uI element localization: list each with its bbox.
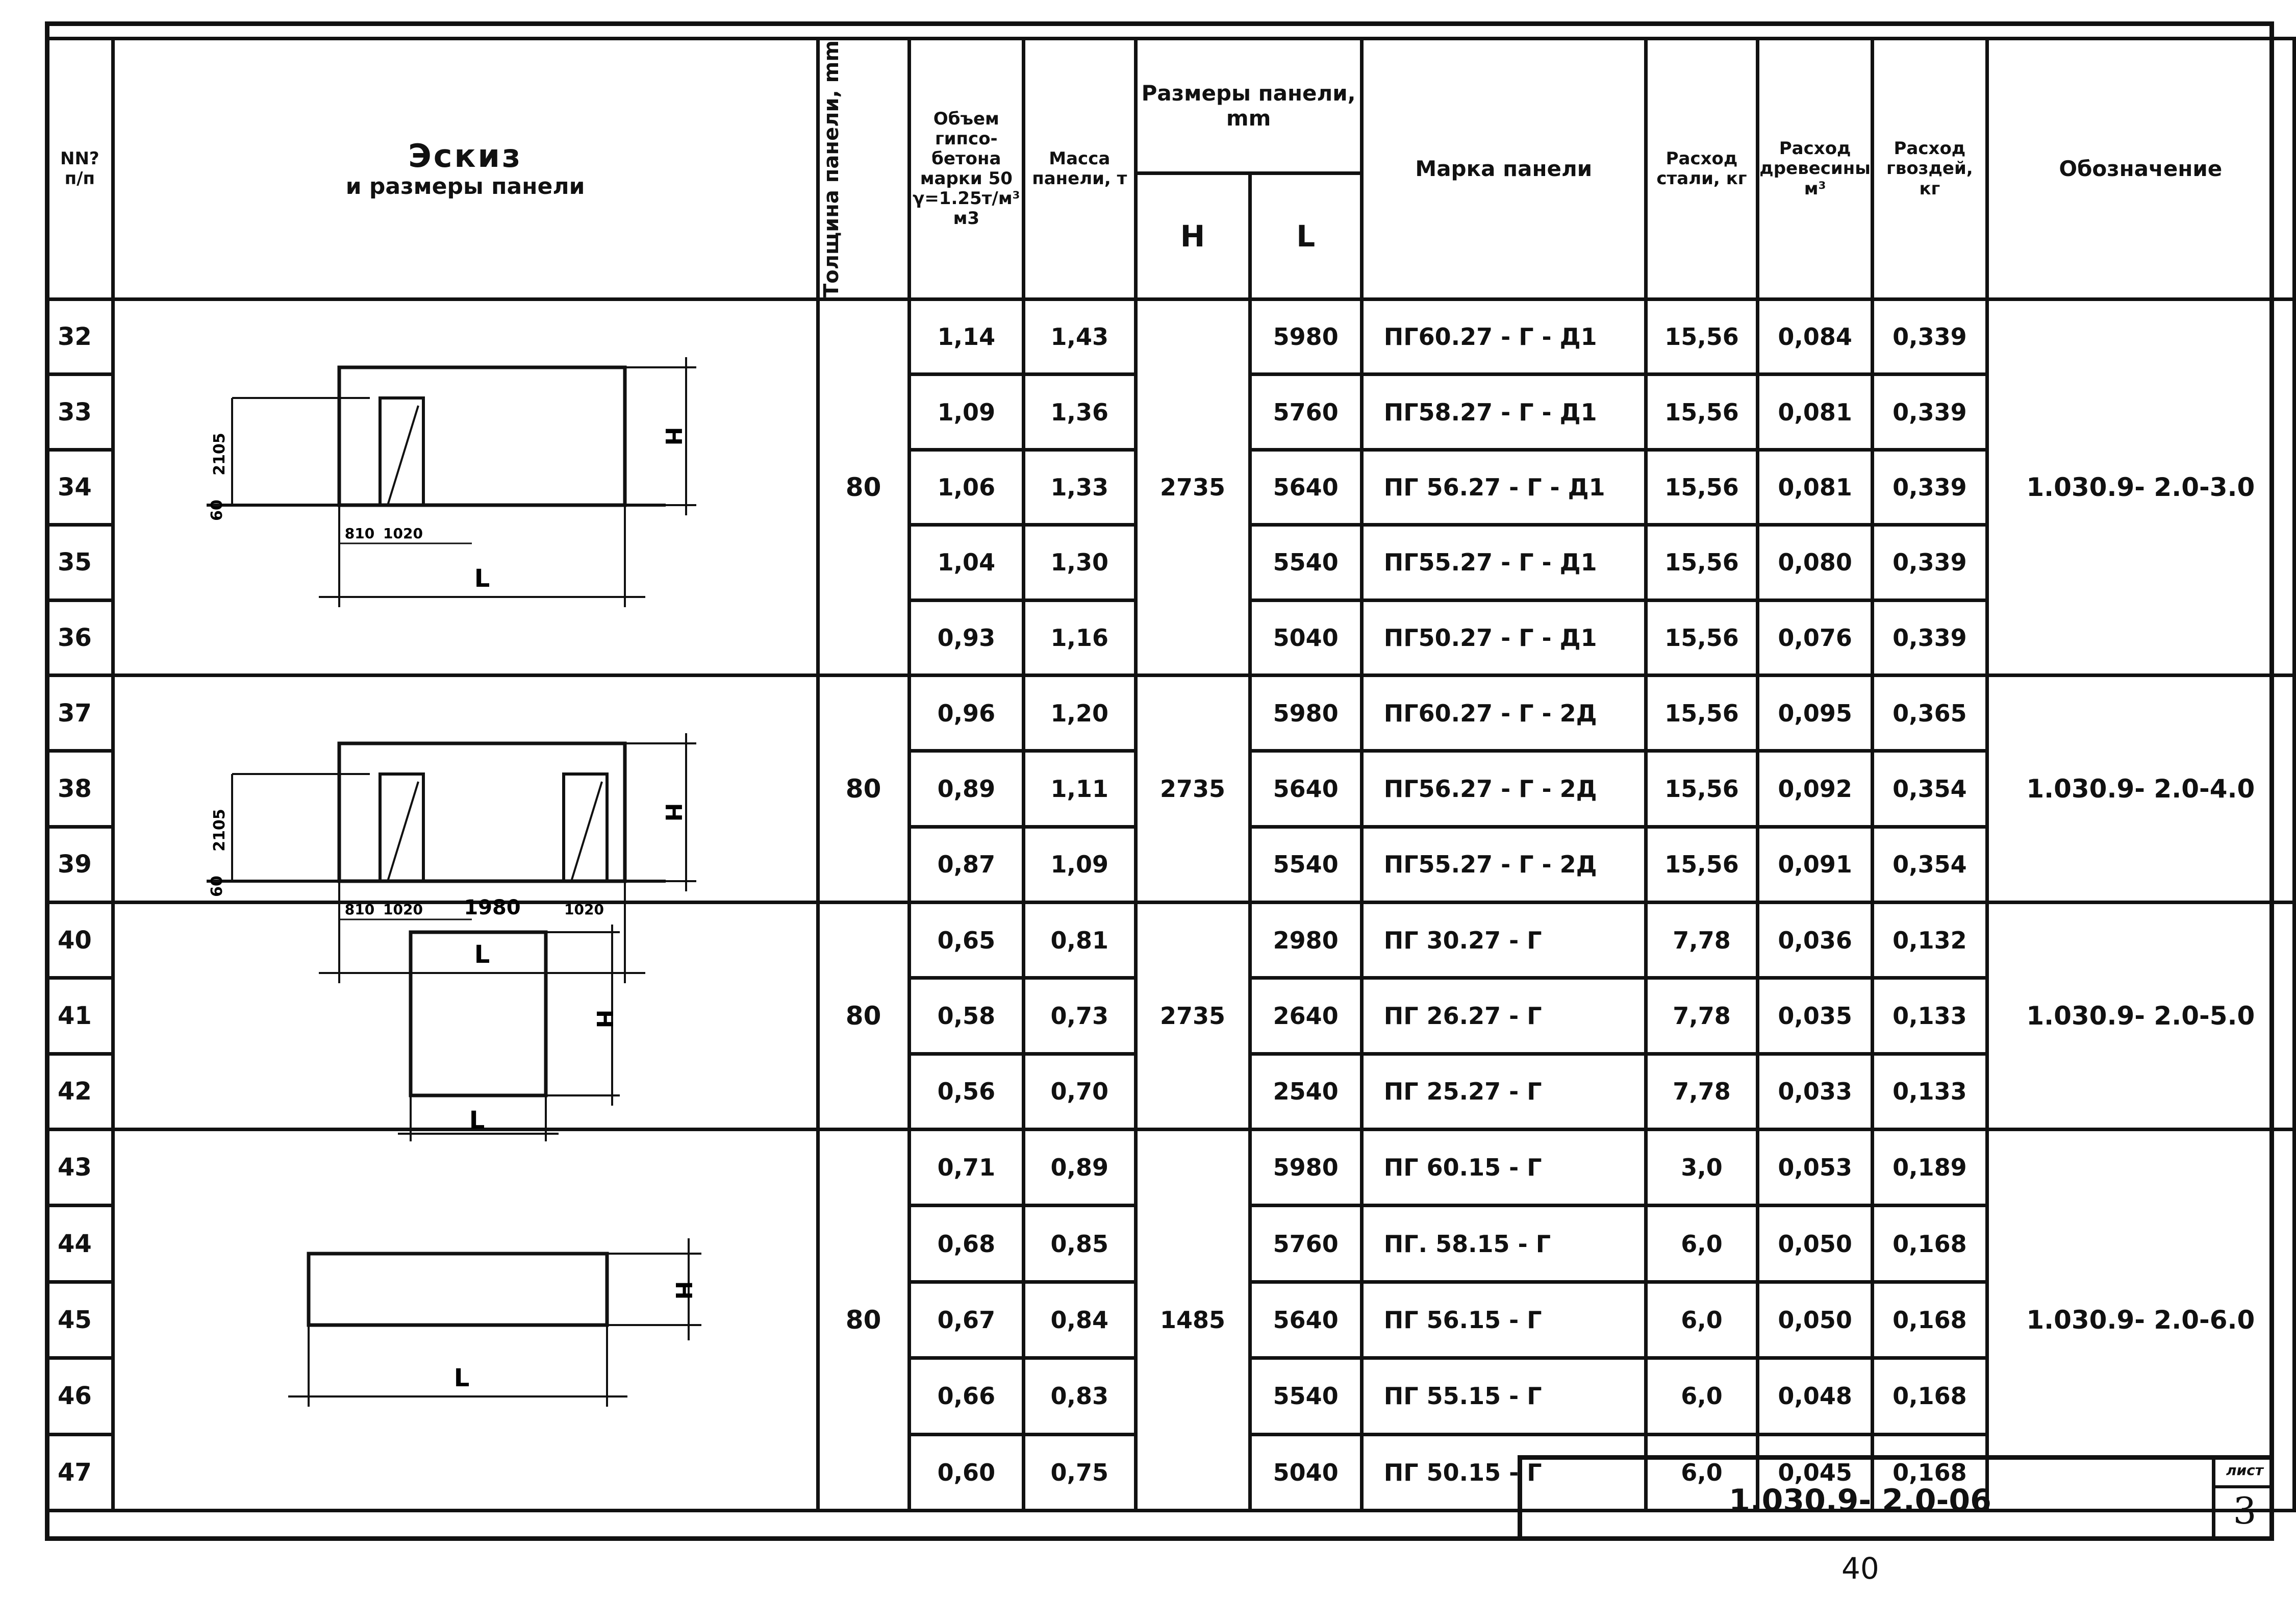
table-row [47, 1130, 2294, 1206]
steel-cell: 7,78 [1646, 978, 1757, 1054]
door-opening [564, 774, 607, 881]
base-dimension: 60 [208, 500, 226, 521]
mark-cell: ПГ58.27 - Г - Д1 [1361, 375, 1646, 450]
length-cell: 5980 [1250, 676, 1361, 751]
steel-cell: 15,56 [1646, 450, 1757, 525]
thickness-cell: 80 [818, 903, 909, 1130]
steel-cell: 15,56 [1646, 676, 1757, 751]
length-cell: 5760 [1250, 1206, 1361, 1282]
mark-cell: ПГ 25.27 - Г [1361, 1054, 1646, 1129]
sketch-line [388, 406, 418, 505]
volume-cell: 0,93 [909, 600, 1024, 675]
mark-cell: ПГ56.27 - Г - 2Д [1361, 751, 1646, 827]
mark-cell: ПГ. 58.15 - Г [1361, 1206, 1646, 1282]
segment-dimension: 810 [344, 525, 374, 542]
row-number: 35 [47, 525, 113, 600]
mark-cell: ПГ60.27 - Г - 2Д [1361, 676, 1646, 751]
length-cell: 5760 [1250, 375, 1361, 450]
mark-cell: ПГ55.27 - Г - Д1 [1361, 525, 1646, 600]
length-cell: 5640 [1250, 450, 1361, 525]
title-block [1518, 1455, 2274, 1541]
length-cell: 5540 [1250, 525, 1361, 600]
panel-sketch-svg [115, 904, 816, 1135]
mass-cell: 0,81 [1024, 903, 1136, 978]
steel-cell: 6,0 [1646, 1434, 1757, 1510]
header-volume: Объем гипсо- бетона марки 50 γ=1.25т/м³ м3 [909, 39, 1024, 300]
length-cell: 5040 [1250, 1434, 1361, 1510]
panel-sketch-svg [115, 1131, 816, 1509]
volume-cell: 0,58 [909, 978, 1024, 1054]
nails-cell: 0,168 [1873, 1282, 1987, 1358]
row-number: 45 [47, 1282, 113, 1358]
mark-cell: ПГ 26.27 - Г [1361, 978, 1646, 1054]
row-number: 39 [47, 827, 113, 902]
nails-cell: 0,189 [1873, 1130, 1987, 1206]
header-num: NN? п/п [47, 39, 113, 300]
row-number: 38 [47, 751, 113, 827]
header-dim-l: L [1250, 173, 1361, 300]
mark-cell: ПГ 55.15 - Г [1361, 1358, 1646, 1434]
side-height-dimension: 2105 [210, 433, 229, 476]
steel-cell: 15,56 [1646, 525, 1757, 600]
mass-cell: 0,84 [1024, 1282, 1136, 1358]
wood-cell: 0,053 [1758, 1130, 1873, 1206]
steel-cell: 15,56 [1646, 600, 1757, 675]
row-number: 42 [47, 1054, 113, 1129]
panel-sketch [113, 676, 818, 969]
panel-spec-table [45, 37, 2296, 1512]
nails-cell: 0,339 [1873, 375, 1987, 450]
volume-cell: 0,68 [909, 1206, 1024, 1282]
panel-sketch [113, 903, 818, 1135]
segment-dimension: 1980 [463, 896, 521, 920]
height-cell: 1485 [1136, 1130, 1250, 1511]
height-cell: 2735 [1136, 300, 1250, 676]
header-sketch [113, 39, 818, 300]
steel-cell: 15,56 [1646, 827, 1757, 902]
wood-cell: 0,048 [1758, 1358, 1873, 1434]
mark-cell: ПГ50.27 - Г - Д1 [1361, 600, 1646, 675]
header-mark: Марка панели [1361, 39, 1646, 300]
wood-cell: 0,081 [1758, 450, 1873, 525]
row-number: 32 [47, 300, 113, 375]
row-number: 33 [47, 375, 113, 450]
nails-cell: 0,168 [1873, 1206, 1987, 1282]
nails-cell: 0,365 [1873, 676, 1987, 751]
nails-cell: 0,168 [1873, 1358, 1987, 1434]
table-row [47, 676, 2294, 751]
nails-cell: 0,168 [1873, 1434, 1987, 1510]
wood-cell: 0,095 [1758, 676, 1873, 751]
length-cell: 5540 [1250, 827, 1361, 902]
wood-cell: 0,036 [1758, 903, 1873, 978]
length-cell: 2640 [1250, 978, 1361, 1054]
mark-cell: ПГ 30.27 - Г [1361, 903, 1646, 978]
header-sketch-title: Эскиз [408, 137, 523, 175]
mass-cell: 1,43 [1024, 300, 1136, 375]
wood-cell: 0,076 [1758, 600, 1873, 675]
segment-dimension: 1020 [383, 525, 423, 542]
mass-cell: 0,75 [1024, 1434, 1136, 1510]
header-designation: Обозначение [1987, 39, 2294, 300]
sketch-line [388, 782, 418, 881]
l-dimension-label: L [453, 1364, 469, 1393]
length-cell: 5640 [1250, 1282, 1361, 1358]
mark-cell: ПГ 56.15 - Г [1361, 1282, 1646, 1358]
wood-cell: 0,091 [1758, 827, 1873, 902]
row-number: 44 [47, 1206, 113, 1282]
door-opening [380, 774, 423, 881]
volume-cell: 0,56 [909, 1054, 1024, 1129]
row-number: 41 [47, 978, 113, 1054]
wood-cell: 0,050 [1758, 1206, 1873, 1282]
row-number: 37 [47, 676, 113, 751]
panel-outline [339, 743, 625, 881]
volume-cell: 0,66 [909, 1358, 1024, 1434]
length-cell: 2540 [1250, 1054, 1361, 1129]
steel-cell: 6,0 [1646, 1358, 1757, 1434]
volume-cell: 0,60 [909, 1434, 1024, 1510]
wood-cell: 0,050 [1758, 1282, 1873, 1358]
mass-cell: 1,33 [1024, 450, 1136, 525]
sheet-box [2212, 1460, 2274, 1541]
volume-cell: 0,65 [909, 903, 1024, 978]
panel-sketch [113, 1130, 818, 1511]
page-number: 40 [1841, 1551, 1879, 1586]
mark-cell: ПГ 60.15 - Г [1361, 1130, 1646, 1206]
volume-cell: 0,71 [909, 1130, 1024, 1206]
volume-cell: 0,89 [909, 751, 1024, 827]
mass-cell: 1,36 [1024, 375, 1136, 450]
sheet-label: лист [2215, 1462, 2274, 1488]
table-row [47, 300, 2294, 375]
length-cell: 5640 [1250, 751, 1361, 827]
mass-cell: 1,30 [1024, 525, 1136, 600]
door-opening [380, 398, 423, 505]
nails-cell: 0,132 [1873, 903, 1987, 978]
volume-cell: 1,04 [909, 525, 1024, 600]
row-number: 46 [47, 1358, 113, 1434]
l-dimension-label: L [474, 940, 490, 969]
steel-cell: 3,0 [1646, 1130, 1757, 1206]
side-height-dimension: 2105 [210, 809, 229, 852]
nails-cell: 0,133 [1873, 1054, 1987, 1129]
steel-cell: 15,56 [1646, 300, 1757, 375]
panel-sketch [113, 300, 818, 676]
length-cell: 2980 [1250, 903, 1361, 978]
steel-cell: 6,0 [1646, 1282, 1757, 1358]
row-number: 34 [47, 450, 113, 525]
h-dimension-label: H [660, 803, 686, 822]
wood-cell: 0,084 [1758, 300, 1873, 375]
mark-cell: ПГ55.27 - Г - 2Д [1361, 827, 1646, 902]
volume-cell: 1,09 [909, 375, 1024, 450]
length-cell: 5540 [1250, 1358, 1361, 1434]
nails-cell: 0,339 [1873, 600, 1987, 675]
thickness-cell: 80 [818, 676, 909, 903]
header-dim-h: H [1136, 173, 1250, 300]
thickness-cell: 80 [818, 300, 909, 676]
l-dimension-label: L [474, 564, 490, 593]
base-dimension: 60 [208, 876, 226, 897]
row-number: 43 [47, 1130, 113, 1206]
steel-cell: 15,56 [1646, 751, 1757, 827]
mass-cell: 1,11 [1024, 751, 1136, 827]
mass-cell: 0,89 [1024, 1130, 1136, 1206]
height-cell: 2735 [1136, 903, 1250, 1130]
volume-cell: 0,96 [909, 676, 1024, 751]
mass-cell: 0,73 [1024, 978, 1136, 1054]
sketch-line [571, 782, 602, 881]
nails-cell: 0,133 [1873, 978, 1987, 1054]
designation-cell: 1.030.9- 2.0-6.0 [1987, 1130, 2294, 1511]
panel-sketch-svg [115, 301, 816, 673]
panel-sketch-svg [115, 677, 816, 969]
segment-dimension: 1020 [383, 901, 423, 918]
h-dimension-label: H [670, 1281, 696, 1300]
nails-cell: 0,339 [1873, 450, 1987, 525]
nails-cell: 0,354 [1873, 751, 1987, 827]
nails-cell: 0,339 [1873, 525, 1987, 600]
length-cell: 5040 [1250, 600, 1361, 675]
volume-cell: 0,67 [909, 1282, 1024, 1358]
header-row [47, 39, 2294, 173]
row-number: 40 [47, 903, 113, 978]
mark-cell: ПГ60.27 - Г - Д1 [1361, 300, 1646, 375]
steel-cell: 15,56 [1646, 375, 1757, 450]
l-dimension-label: L [469, 1106, 485, 1135]
header-steel: Расход стали, кг [1646, 39, 1757, 300]
segment-dimension: 1020 [564, 901, 604, 918]
mark-cell: ПГ 50.15 - Г [1361, 1434, 1646, 1510]
title-block-code: 1.030.9- 2.0-06 [1729, 1482, 1991, 1518]
height-cell: 2735 [1136, 676, 1250, 903]
designation-cell: 1.030.9- 2.0-3.0 [1987, 300, 2294, 676]
header-sketch-subtitle: и размеры панели [345, 173, 585, 200]
mass-cell: 0,70 [1024, 1054, 1136, 1129]
h-dimension-label: H [660, 427, 686, 446]
segment-dimension: 810 [344, 901, 374, 918]
steel-cell: 7,78 [1646, 903, 1757, 978]
nails-cell: 0,339 [1873, 300, 1987, 375]
wood-cell: 0,092 [1758, 751, 1873, 827]
volume-cell: 1,14 [909, 300, 1024, 375]
table-body [47, 300, 2294, 1511]
steel-cell: 7,78 [1646, 1054, 1757, 1129]
header-dims: Размеры панели, mm [1136, 39, 1361, 173]
row-number: 36 [47, 600, 113, 675]
thickness-cell: 80 [818, 1130, 909, 1511]
row-number: 47 [47, 1434, 113, 1510]
mark-cell: ПГ 56.27 - Г - Д1 [1361, 450, 1646, 525]
wood-cell: 0,080 [1758, 525, 1873, 600]
length-cell: 5980 [1250, 300, 1361, 375]
wood-cell: 0,033 [1758, 1054, 1873, 1129]
panel-outline [339, 367, 625, 505]
steel-cell: 6,0 [1646, 1206, 1757, 1282]
mass-cell: 0,83 [1024, 1358, 1136, 1434]
volume-cell: 1,06 [909, 450, 1024, 525]
wood-cell: 0,045 [1758, 1434, 1873, 1510]
nails-cell: 0,354 [1873, 827, 1987, 902]
header-wood: Расход древесины м³ [1758, 39, 1873, 300]
header-thickness: Толщина панели, mm [818, 39, 909, 300]
volume-cell: 0,87 [909, 827, 1024, 902]
h-dimension-label: H [591, 1009, 617, 1029]
mass-cell: 0,85 [1024, 1206, 1136, 1282]
designation-cell: 1.030.9- 2.0-5.0 [1987, 903, 2294, 1130]
wood-cell: 0,081 [1758, 375, 1873, 450]
mass-cell: 1,20 [1024, 676, 1136, 751]
designation-cell: 1.030.9- 2.0-4.0 [1987, 676, 2294, 903]
mass-cell: 1,16 [1024, 600, 1136, 675]
panel-outline [309, 1254, 607, 1325]
mass-cell: 1,09 [1024, 827, 1136, 902]
header-nails: Расход гвоздей, кг [1873, 39, 1987, 300]
header-mass: Масса панели, т [1024, 39, 1136, 300]
sheet-number: 3 [2233, 1489, 2257, 1532]
length-cell: 5980 [1250, 1130, 1361, 1206]
wood-cell: 0,035 [1758, 978, 1873, 1054]
